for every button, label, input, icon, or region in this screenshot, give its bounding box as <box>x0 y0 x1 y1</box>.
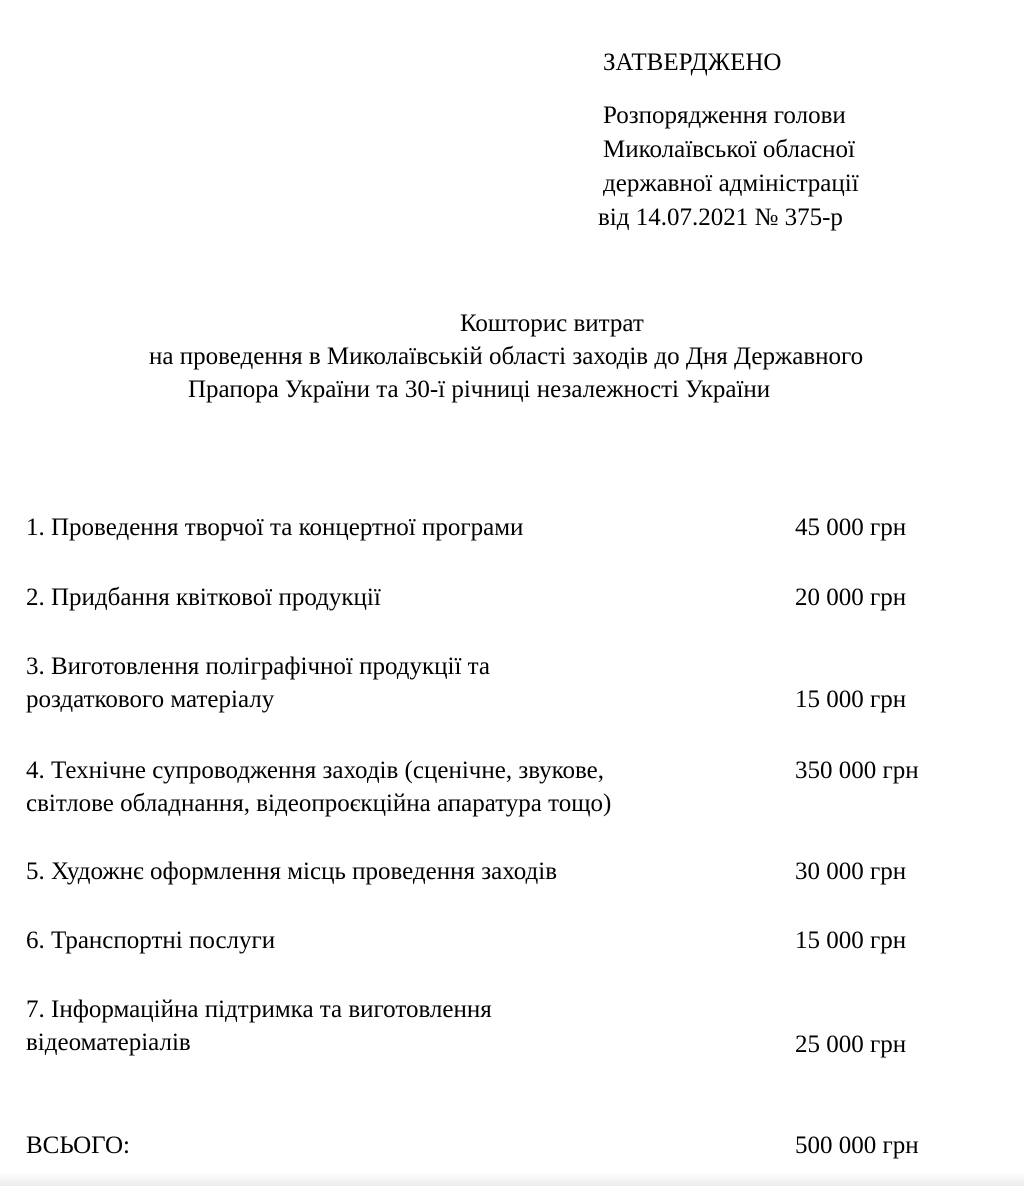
total-label: ВСЬОГО: <box>26 1132 130 1159</box>
total-amount: 500 000 грн <box>795 1132 919 1159</box>
item-5-line-1: 5. Художнє оформлення місць проведення заходів <box>26 858 558 885</box>
item-4-line-1: 4. Технічне супроводження заходів (сценічне, звукове, <box>26 757 605 784</box>
approval-line-2: Миколаївської обласної <box>603 136 855 163</box>
item-6-line-1: 6. Транспортні послуги <box>26 927 276 954</box>
approval-heading: ЗАТВЕРДЖЕНО <box>603 49 782 76</box>
approval-line-3: державної адміністрації <box>603 170 859 197</box>
item-1-amount: 45 000 грн <box>795 514 907 541</box>
title-line-3: Прапора України та 30-ї річниці незалежності України <box>188 376 771 403</box>
title-line-2: на проведення в Миколаївській області заходів до Дня Державного <box>149 343 864 370</box>
item-5-amount: 30 000 грн <box>795 858 907 885</box>
item-4-line-2: світлове обладнання, відеопроєкційна апаратура тощо) <box>26 790 612 817</box>
title-line-1: Кошторис витрат <box>460 310 644 337</box>
item-1-line-1: 1. Проведення творчої та концертної програми <box>26 514 524 541</box>
item-6-amount: 15 000 грн <box>795 927 907 954</box>
item-4-amount: 350 000 грн <box>795 757 919 784</box>
item-7-amount: 25 000 грн <box>795 1031 907 1058</box>
item-2-line-1: 2. Придбання квіткової продукції <box>26 584 381 611</box>
item-3-line-1: 3. Виготовлення поліграфічної продукції та <box>26 653 490 680</box>
item-3-amount: 15 000 грн <box>795 686 907 713</box>
approval-line-4: від 14.07.2021 № 375-р <box>598 204 843 231</box>
item-2-amount: 20 000 грн <box>795 584 907 611</box>
approval-line-1: Розпорядження голови <box>603 102 846 129</box>
item-3-line-2: роздаткового матеріалу <box>26 686 275 713</box>
item-7-line-2: відеоматеріалів <box>26 1029 191 1056</box>
page-bottom-edge <box>0 1172 1024 1186</box>
item-7-line-1: 7. Інформаційна підтримка та виготовлення <box>26 996 492 1023</box>
